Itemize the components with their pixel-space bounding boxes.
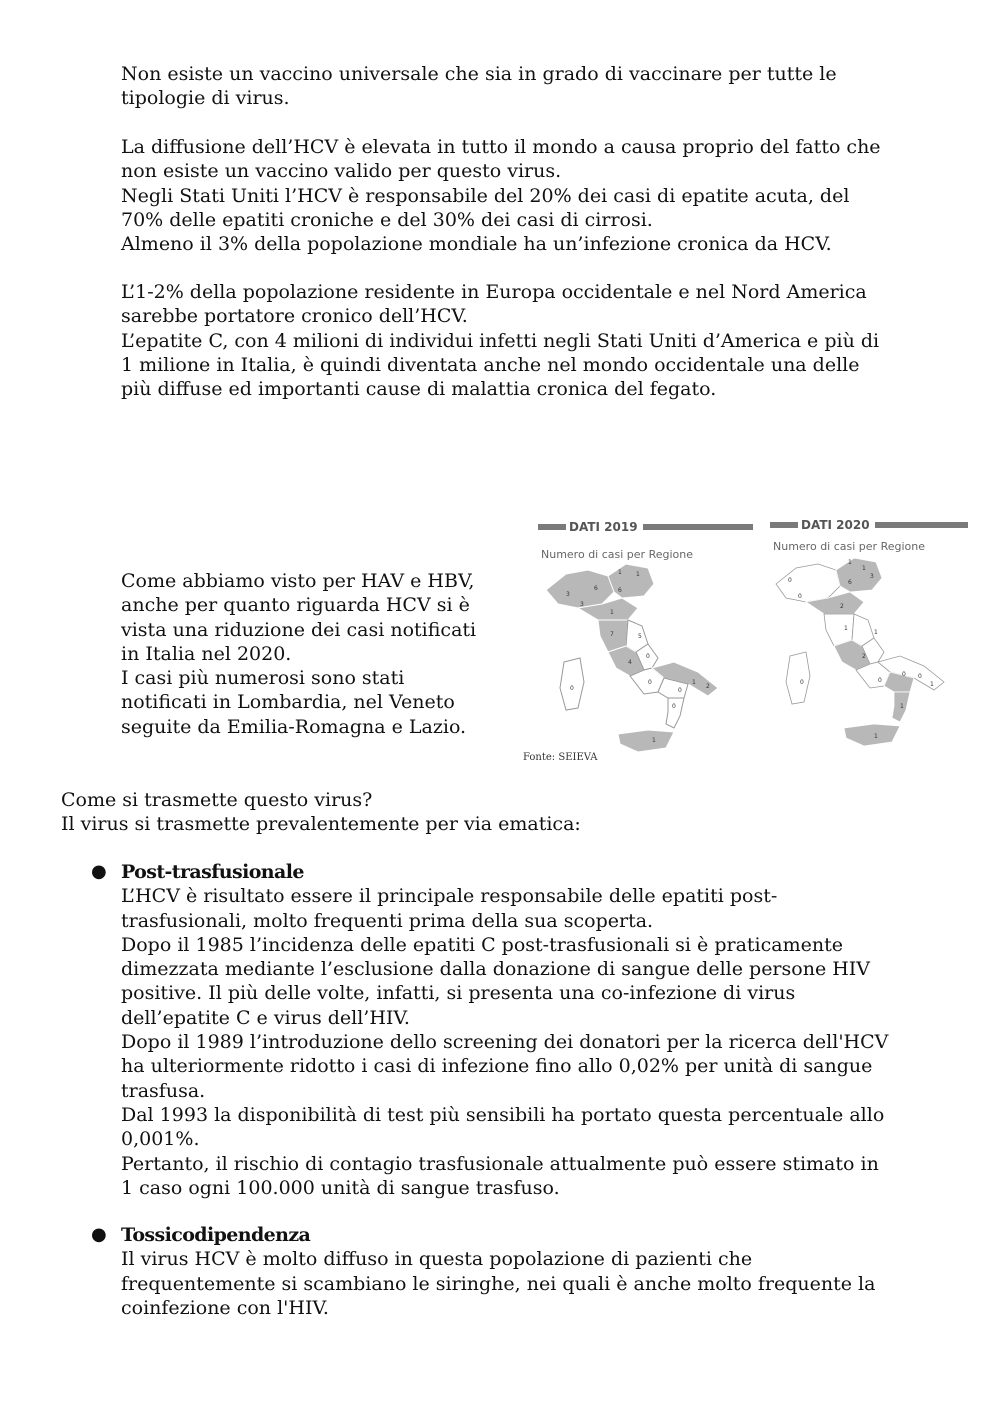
bullet-title: Post-trasfusionale bbox=[121, 861, 304, 883]
region-sicily bbox=[618, 730, 674, 752]
text-line: frequentemente si scambiano le siringhe, nei quali è anche molto frequente la bbox=[121, 1272, 876, 1295]
text-line: Non esiste un vaccino universale che sia in grado di vaccinare per tutte le bbox=[121, 63, 837, 85]
header-bar-left-a bbox=[538, 524, 566, 530]
region-sardinia bbox=[560, 658, 584, 710]
map-label: 0 bbox=[878, 677, 882, 684]
text-line: 1 milione in Italia, è quindi diventata anche nel mondo occidentale una delle bbox=[121, 353, 860, 376]
region-sicily bbox=[844, 724, 900, 746]
map-label: 0 bbox=[902, 671, 906, 678]
text-line: Il virus HCV è molto diffuso in questa popolazione di pazienti che bbox=[121, 1248, 753, 1271]
map-label: 0 bbox=[648, 679, 652, 686]
map-label: 1 bbox=[618, 569, 622, 576]
text-line: trasfusa. bbox=[121, 1079, 206, 1102]
text-line: in Italia nel 2020. bbox=[121, 642, 292, 665]
text-line: Dopo il 1989 l’introduzione dello screening dei donatori per la ricerca dell'HCV bbox=[121, 1031, 889, 1054]
map-label: 0 bbox=[672, 703, 676, 710]
map-label: 1 bbox=[900, 703, 904, 710]
map-left-title: DATI 2019 bbox=[569, 520, 638, 534]
map-label: 2 bbox=[862, 653, 866, 660]
text-line: tipologie di virus. bbox=[121, 87, 290, 110]
map-left-subtitle: Numero di casi per Regione bbox=[541, 548, 693, 561]
map-label: 3 bbox=[870, 573, 874, 580]
map-right bbox=[776, 558, 944, 746]
map-left bbox=[546, 564, 718, 752]
map-label: 1 bbox=[874, 629, 878, 636]
region-sardinia bbox=[786, 652, 810, 704]
header-bar-right-b bbox=[875, 522, 968, 528]
figure-source: Fonte: SEIEVA bbox=[523, 752, 598, 763]
region-north-east bbox=[836, 558, 882, 592]
map-label: 1 bbox=[692, 679, 696, 686]
text-line: più diffuse ed importanti cause di malattia cronica del fegato. bbox=[121, 378, 717, 401]
paragraph-europe bbox=[121, 280, 951, 401]
text-line: positive. Il più delle volte, infatti, si presenta una co-infezione di virus bbox=[121, 982, 796, 1005]
text-line: seguite da Emilia-Romagna e Lazio. bbox=[121, 715, 467, 738]
text-line: I casi più numerosi sono stati bbox=[121, 667, 405, 690]
bullet-title: Tossicodipendenza bbox=[121, 1224, 311, 1246]
map-label: 7 bbox=[610, 631, 614, 638]
text-line: ha ulteriormente ridotto i casi di infezione fino allo 0,02% per unità di sangue bbox=[121, 1055, 873, 1078]
text-line: Pertanto, il rischio di contagio trasfusionale attualmente può essere stimato in bbox=[121, 1152, 879, 1175]
paragraph-diffusion bbox=[121, 135, 951, 256]
paragraph-side bbox=[121, 569, 511, 739]
text-line: Dal 1993 la disponibilità di test più sensibili ha portato questa percentuale allo bbox=[121, 1103, 885, 1126]
text-line: Il virus si trasmette prevalentemente per via ematica: bbox=[61, 813, 581, 836]
map-label: 1 bbox=[930, 681, 934, 688]
map-right-subtitle: Numero di casi per Regione bbox=[773, 540, 925, 553]
text-line: Come si trasmette questo virus? bbox=[61, 789, 373, 811]
map-label: 3 bbox=[580, 601, 584, 608]
map-label: 3 bbox=[566, 591, 570, 598]
text-line: anche per quanto riguarda HCV si è bbox=[121, 594, 470, 617]
text-line: sarebbe portatore cronico dell’HCV. bbox=[121, 305, 468, 328]
map-label: 2 bbox=[840, 603, 844, 610]
text-line: L’epatite C, con 4 milioni di individui infetti negli Stati Uniti d’America e più di bbox=[121, 329, 880, 352]
map-label: 0 bbox=[798, 593, 802, 600]
text-line: vista una riduzione dei casi notificati bbox=[121, 618, 477, 641]
map-label: 1 bbox=[874, 733, 878, 740]
text-line: Negli Stati Uniti l’HCV è responsabile del 20% dei casi di epatite acuta, del bbox=[121, 184, 850, 207]
bullet-icon: ● bbox=[91, 1224, 107, 1245]
map-label: 2 bbox=[706, 683, 710, 690]
text-line: Come abbiamo visto per HAV e HBV, bbox=[121, 570, 475, 592]
header-bar-left-b bbox=[643, 524, 753, 530]
text-line: 0,001%. bbox=[121, 1128, 200, 1151]
map-label: 0 bbox=[788, 577, 792, 584]
map-label: 1 bbox=[610, 609, 614, 616]
text-line: Almeno il 3% della popolazione mondiale ha un’infezione cronica da HCV. bbox=[121, 233, 832, 256]
map-label: 4 bbox=[628, 659, 632, 666]
map-label: 0 bbox=[646, 653, 650, 660]
text-line: notificati in Lombardia, nel Veneto bbox=[121, 691, 455, 714]
region-north-east bbox=[608, 564, 654, 598]
map-label: 6 bbox=[594, 585, 598, 592]
bullet-post-trasfusionale bbox=[91, 860, 951, 1200]
text-line: 70% delle epatiti croniche e del 30% dei casi di cirrosi. bbox=[121, 208, 653, 231]
bullet-tossicodipendenza bbox=[91, 1223, 951, 1320]
map-label: 0 bbox=[678, 687, 682, 694]
text-line: La diffusione dell’HCV è elevata in tutto il mondo a causa proprio del fatto che bbox=[121, 136, 881, 158]
map-label: 0 bbox=[918, 673, 922, 680]
map-label: 5 bbox=[638, 633, 642, 640]
text-line: L’HCV è risultato essere il principale responsabile delle epatiti post- bbox=[121, 885, 778, 908]
map-label: 1 bbox=[862, 565, 866, 572]
text-line: Dopo il 1985 l’incidenza delle epatiti C post-trasfusionali si è praticamente bbox=[121, 933, 843, 956]
text-line: non esiste un vaccino valido per questo virus. bbox=[121, 160, 562, 183]
map-right-title: DATI 2020 bbox=[801, 518, 870, 532]
text-line: 1 caso ogni 100.000 unità di sangue trasfuso. bbox=[121, 1176, 560, 1199]
text-line: dimezzata mediante l’esclusione dalla donazione di sangue delle persone HIV bbox=[121, 958, 871, 981]
text-line: coinfezione con l'HIV. bbox=[121, 1296, 329, 1319]
map-label: 1 bbox=[848, 559, 852, 566]
text-line: trasfusionali, molto frequenti prima della sua scoperta. bbox=[121, 909, 654, 932]
transmission-intro bbox=[61, 788, 891, 837]
map-label: 1 bbox=[636, 571, 640, 578]
map-label: 0 bbox=[570, 685, 574, 692]
map-label: 1 bbox=[652, 737, 656, 744]
italy-maps-figure bbox=[518, 512, 980, 774]
map-label: 6 bbox=[618, 587, 622, 594]
text-line: dell’epatite C e virus dell’HIV. bbox=[121, 1006, 410, 1029]
map-label: 1 bbox=[844, 625, 848, 632]
paragraph-vaccine bbox=[121, 62, 951, 111]
header-bar-right-a bbox=[770, 522, 798, 528]
text-line: L’1-2% della popolazione residente in Europa occidentale e nel Nord America bbox=[121, 281, 867, 303]
region-north-west bbox=[776, 564, 840, 602]
map-label: 6 bbox=[848, 579, 852, 586]
map-label: 0 bbox=[800, 679, 804, 686]
bullet-icon: ● bbox=[91, 861, 107, 882]
